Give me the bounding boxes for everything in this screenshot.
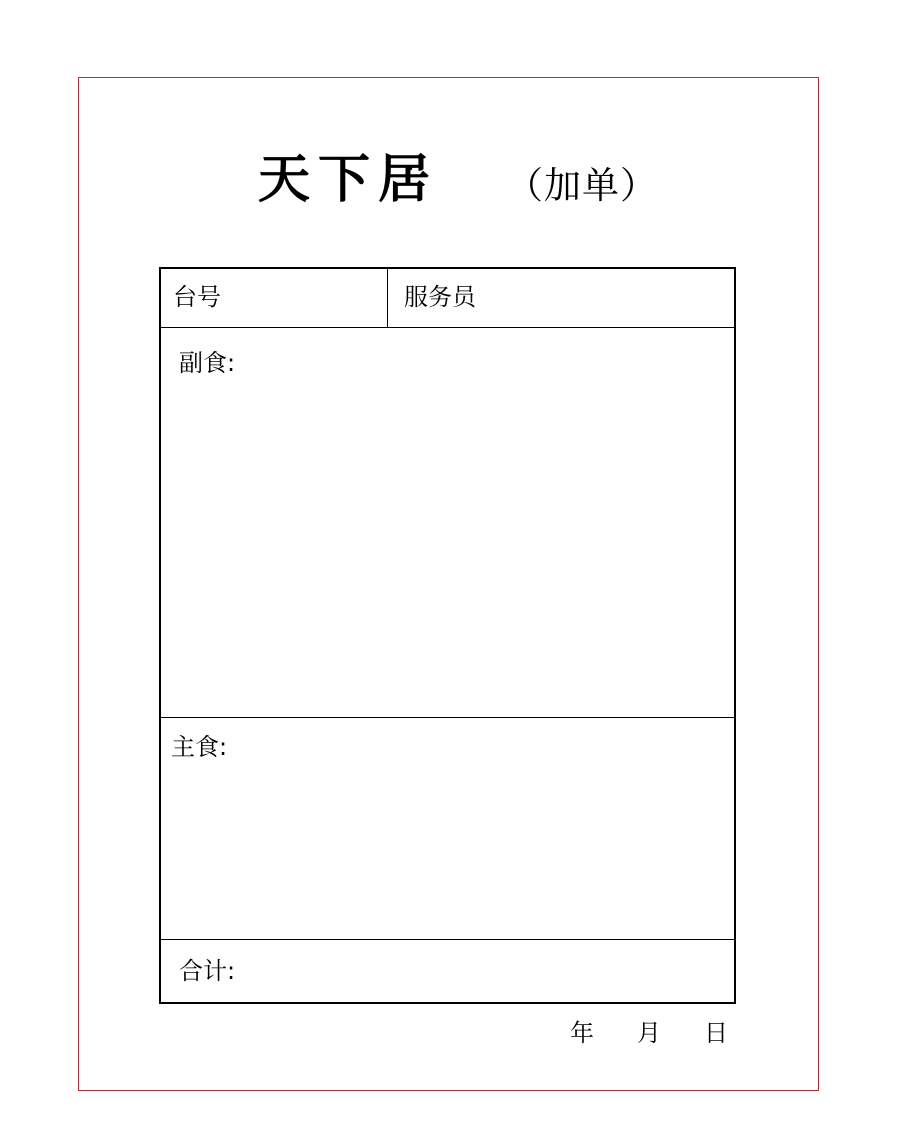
table-number-label: 台号 bbox=[173, 283, 221, 311]
header-row bbox=[161, 269, 734, 328]
total-section[interactable] bbox=[161, 940, 734, 1002]
staple-food-label: 主食: bbox=[171, 733, 228, 761]
table-number-cell[interactable] bbox=[161, 269, 388, 327]
side-dishes-label: 副食: bbox=[179, 349, 236, 377]
order-table bbox=[159, 267, 736, 1004]
total-label: 合计: bbox=[179, 957, 236, 985]
waiter-cell[interactable] bbox=[388, 269, 734, 327]
staple-food-section[interactable] bbox=[161, 718, 734, 940]
date-year-label: 年 bbox=[570, 1019, 594, 1047]
date-day-label: 日 bbox=[704, 1019, 728, 1047]
form-subtitle: （加单） bbox=[506, 164, 658, 207]
form-title: 天下居 bbox=[258, 149, 439, 210]
date-month-label: 月 bbox=[637, 1019, 661, 1047]
waiter-label: 服务员 bbox=[404, 283, 476, 311]
form-title-row bbox=[258, 148, 698, 218]
side-dishes-section[interactable] bbox=[161, 328, 734, 718]
